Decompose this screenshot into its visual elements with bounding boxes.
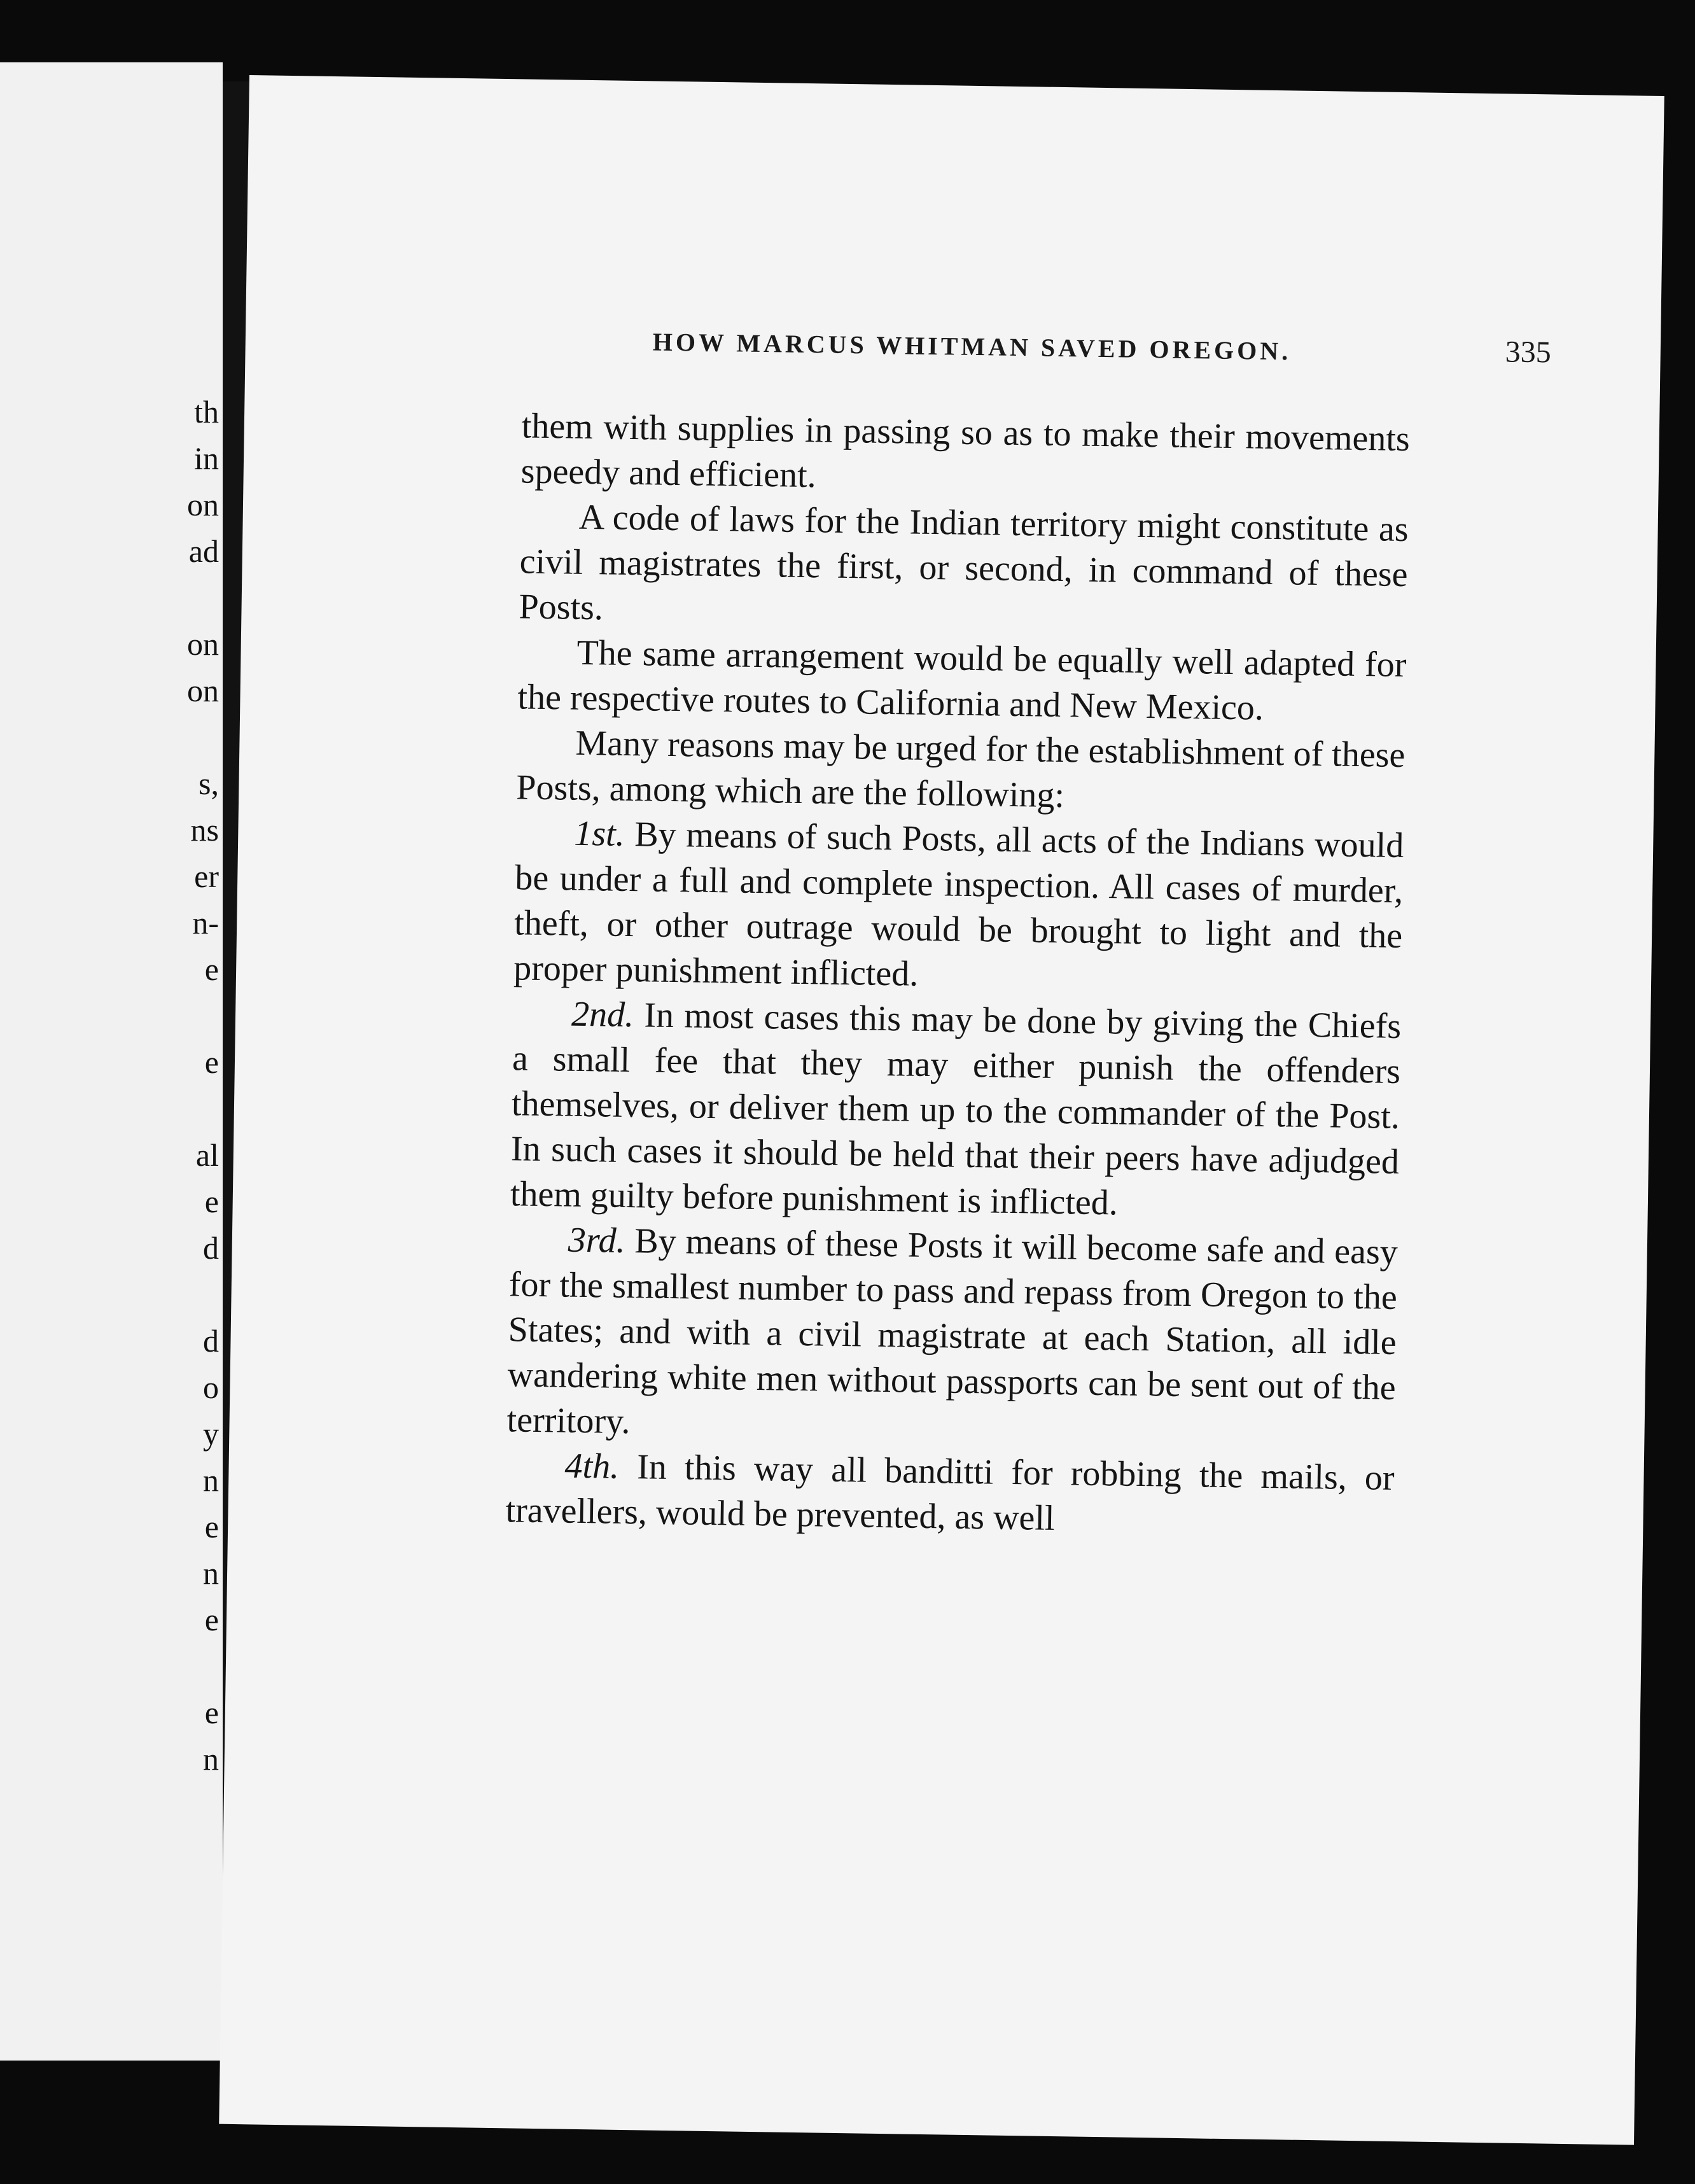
previous-page-line-endings <box>0 62 223 2061</box>
enumeration-label: 2nd. <box>571 994 634 1035</box>
paragraph-text: A code of laws for the Indian territory might constitute as civil magistrates the first, or second, in command of these Posts. <box>519 497 1409 628</box>
paragraph-text: them with supplies in passing so as to make their movements speedy and efficient. <box>520 406 1411 496</box>
line-ending: d <box>203 1230 219 1266</box>
line-ending: e <box>204 1184 219 1219</box>
line-ending: on <box>187 626 219 662</box>
paragraph <box>520 403 1410 507</box>
paragraph-text: By means of these Posts it will become safe and easy for the smallest number to pass and repass from Oregon to the States; and with a civil magistrate at each Station, all idle wandering white men without passports can be sent out of the territory. <box>506 1221 1399 1442</box>
line-ending: d <box>203 1323 219 1359</box>
current-page <box>219 75 1664 2145</box>
paragraph <box>510 991 1401 1230</box>
paragraph-text: In most cases this may be done by giving the Chiefs a small fee that they may either punish the offenders themselves, or deliver them up to the commander of the Post. In such cases it should be held that their peers have adjudged them guilty before punishment is inflicted. <box>510 995 1402 1223</box>
paragraph-text: Many reasons may be urged for the establishment of these Posts, among which are the following: <box>515 723 1406 816</box>
line-ending: er <box>194 858 219 894</box>
paragraph-text: By means of such Posts, all acts of the Indians would be under a full and complete inspection. All cases of murder, theft, or other outrage would be brought to light and the proper punishment inflicted. <box>513 815 1404 994</box>
body-text <box>505 403 1410 1546</box>
line-ending: in <box>194 440 219 476</box>
line-ending: e <box>204 1602 219 1637</box>
enumeration-label: 4th. <box>564 1446 620 1487</box>
paragraph <box>506 1217 1398 1456</box>
line-ending: e <box>204 1509 219 1544</box>
line-ending: ad <box>188 533 219 569</box>
line-ending: al <box>195 1137 219 1173</box>
line-ending: s, <box>199 766 219 801</box>
line-ending: e <box>204 1044 219 1080</box>
line-ending: n <box>203 1741 219 1777</box>
running-head: HOW MARCUS WHITMAN SAVED OREGON. <box>652 327 1292 366</box>
paragraph <box>513 810 1404 1004</box>
page-header <box>652 321 1658 381</box>
line-ending: o <box>203 1369 219 1405</box>
line-ending: on <box>187 673 219 708</box>
line-ending: th <box>194 394 219 430</box>
paragraph-text: The same arrangement would be equally well adapted for the respective routes to California and New Mexico. <box>517 633 1407 728</box>
enumeration-label: 1st. <box>573 813 625 854</box>
line-ending: n <box>203 1555 219 1591</box>
line-ending: n- <box>192 905 219 941</box>
line-ending: e <box>204 1695 219 1730</box>
line-ending: y <box>203 1416 219 1452</box>
paragraph <box>516 720 1406 823</box>
page-number: 335 <box>1505 335 1552 370</box>
paragraph-text: In this way all banditti for robbing the mails, or travellers, would be prevented, as well <box>505 1447 1395 1539</box>
paragraph <box>519 494 1409 643</box>
previous-page <box>0 62 223 2061</box>
line-ending: e <box>204 951 219 987</box>
enumeration-label: 3rd. <box>568 1220 626 1261</box>
paragraph <box>517 629 1407 733</box>
line-ending: n <box>203 1462 219 1498</box>
paragraph <box>505 1443 1395 1546</box>
line-ending: on <box>187 487 219 522</box>
line-ending: ns <box>190 812 219 848</box>
